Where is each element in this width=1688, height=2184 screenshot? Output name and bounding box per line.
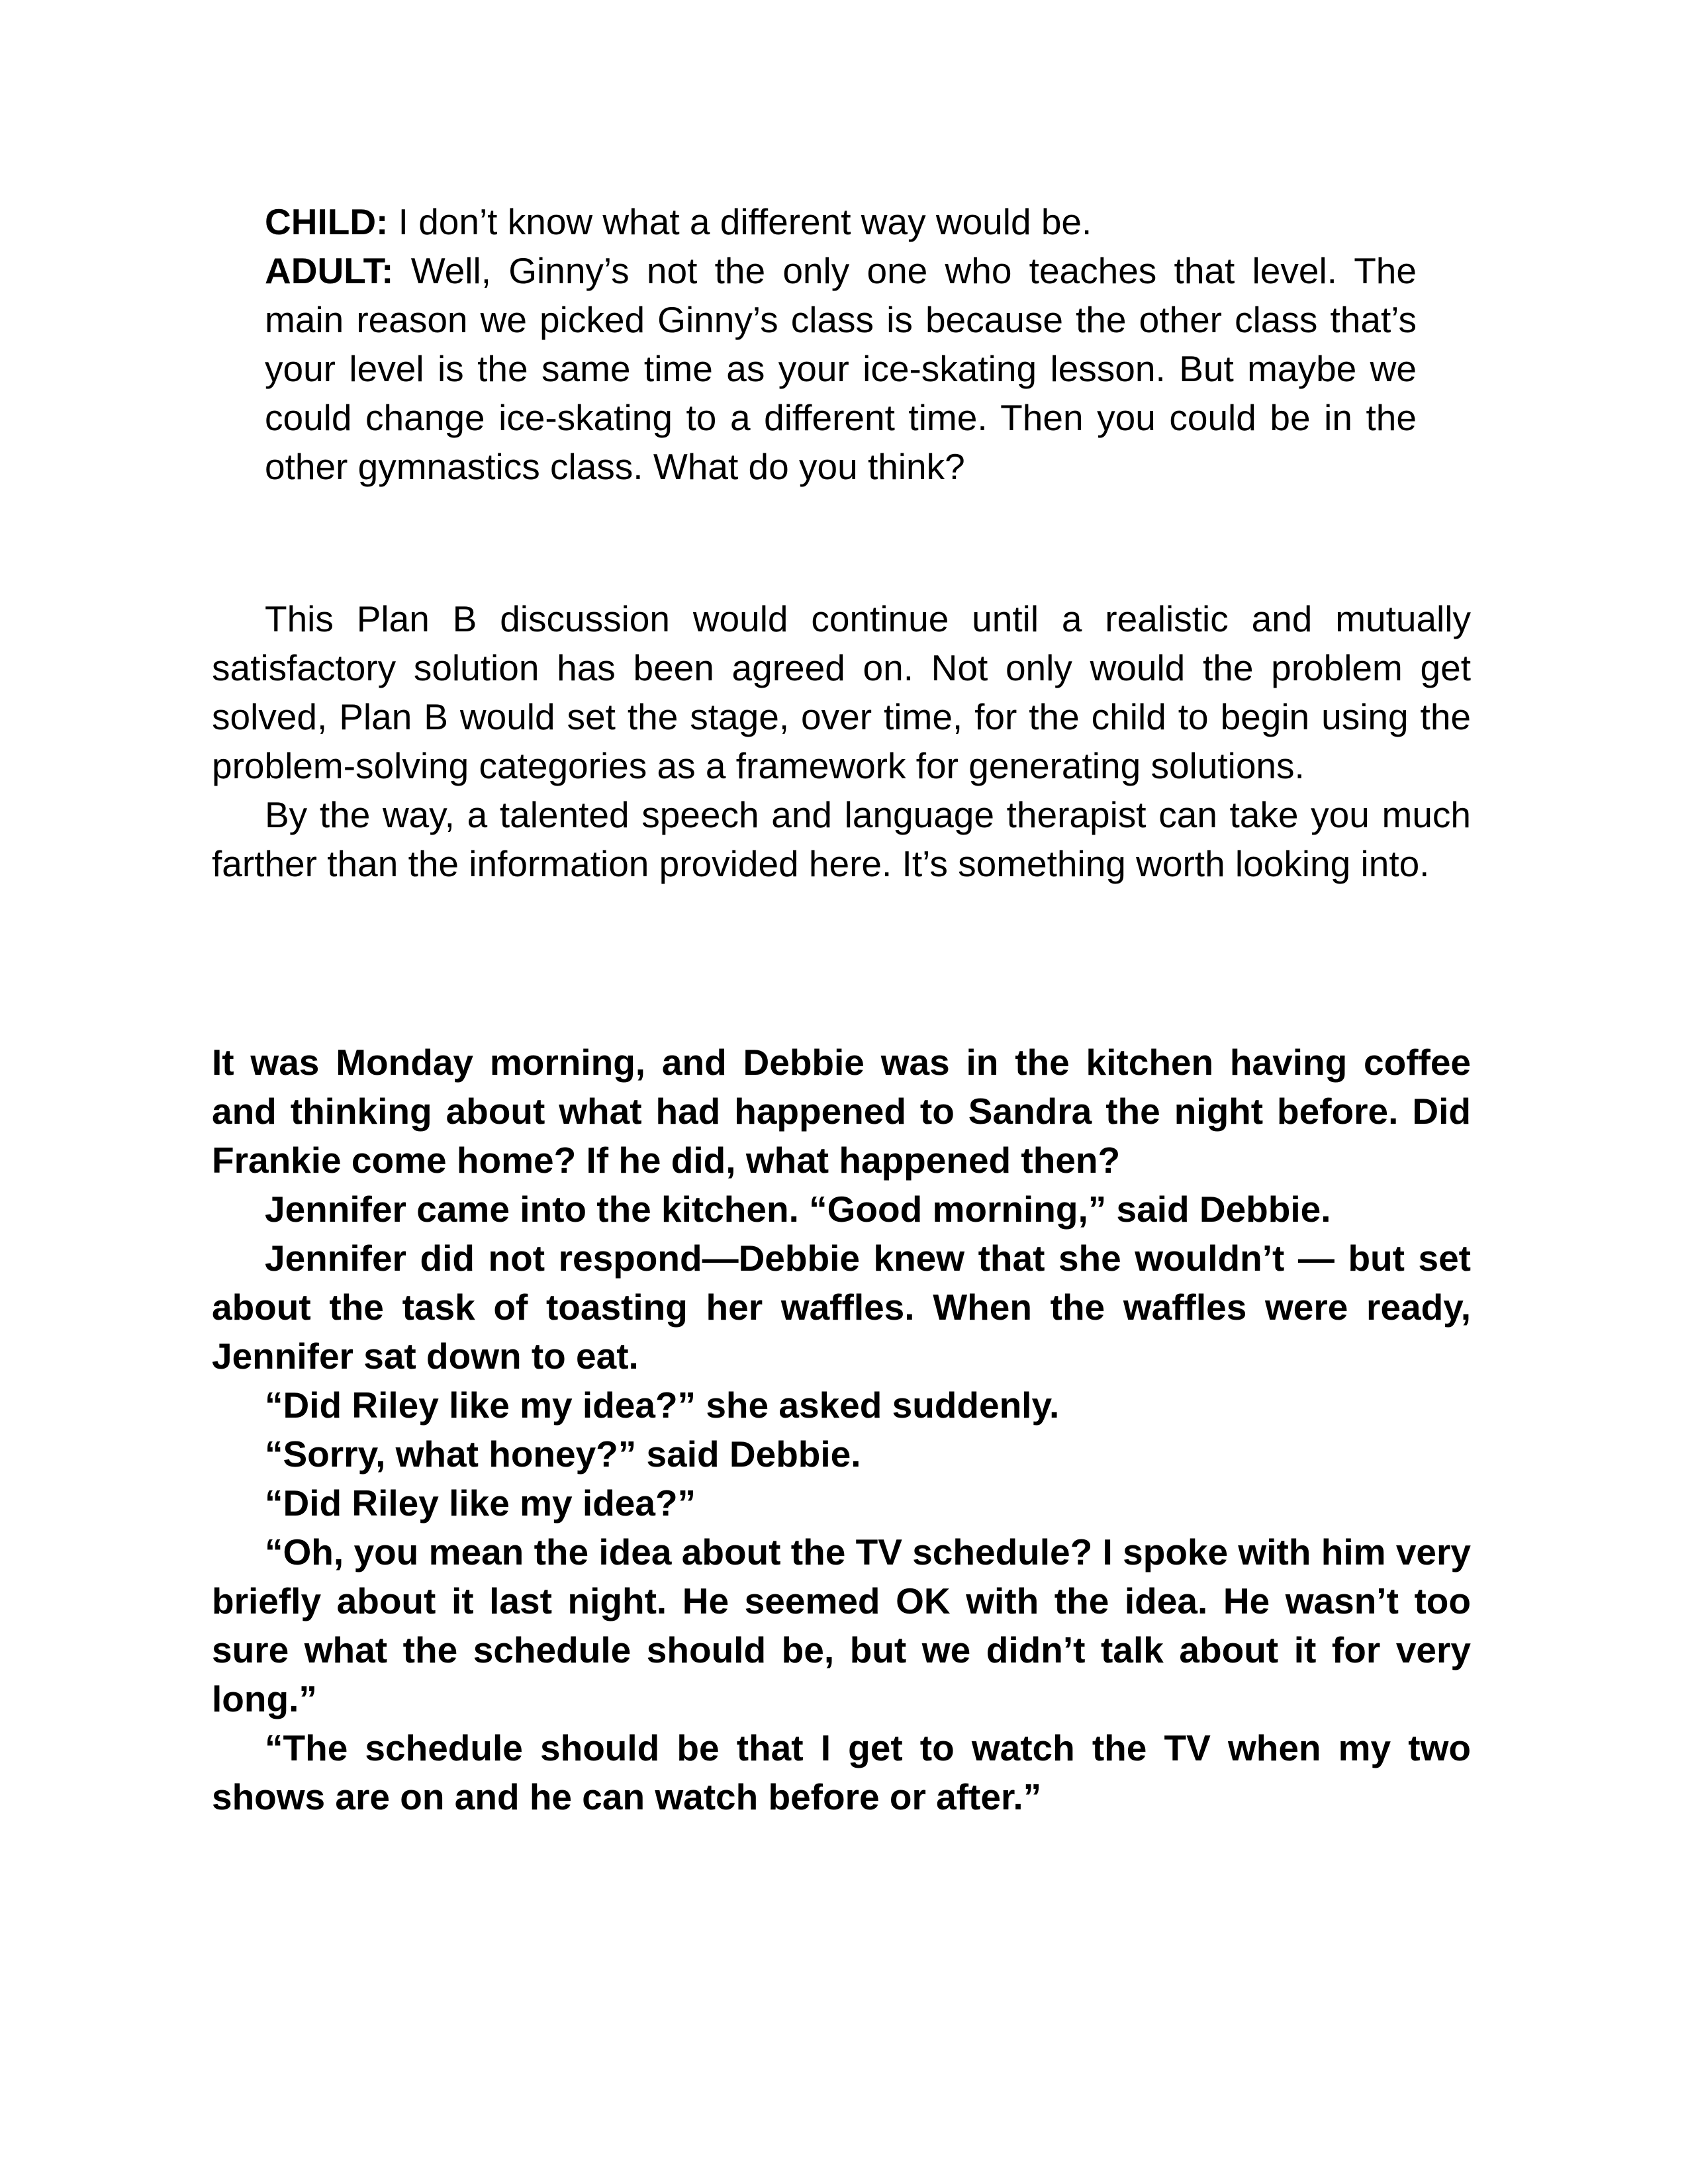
dialogue-line-child xyxy=(265,197,1417,246)
commentary-paragraph: This Plan B discussion would continue until a realistic and mutually satisfactory solution has been agreed on. Not only would the problem get solved, Plan B would set the stage, over time, for the child to begin using the problem-solving categories as a framework for generating solutions. xyxy=(212,598,1471,786)
story-paragraph: “The schedule should be that I get to watch the TV when my two shows are on and he can watch before or after.” xyxy=(212,1727,1471,1817)
story-paragraph: “Sorry, what honey?” said Debbie. xyxy=(265,1433,861,1475)
dialogue-block xyxy=(265,197,1417,491)
dialogue-text: Well, Ginny’s not the only one who teaches that level. The main reason we picked Ginny’s class is because the other class that’s your level is the same time as your ice-skating lesson. But maybe we could change ice-skating to a different time. Then you could be in the other gymnastics class. What do you think? xyxy=(265,250,1417,487)
commentary-paragraph: By the way, a talented speech and language therapist can take you much farther than the information provided here. It’s something worth looking into. xyxy=(212,794,1471,884)
story-block xyxy=(212,1038,1471,1821)
commentary-block xyxy=(212,594,1471,888)
dialogue-text: I don’t know what a different way would be. xyxy=(388,201,1092,242)
story-paragraph: It was Monday morning, and Debbie was in the kitchen having coffee and thinking about what had happened to Sandra the night before. Did Frankie come home? If he did, what happened then? xyxy=(212,1042,1471,1181)
story-paragraph: “Did Riley like my idea?” she asked suddenly. xyxy=(265,1385,1060,1426)
dialogue-line-adult xyxy=(265,246,1417,491)
story-paragraph: Jennifer came into the kitchen. “Good morning,” said Debbie. xyxy=(265,1189,1331,1230)
story-paragraph: Jennifer did not respond—Debbie knew that she wouldn’t — but set about the task of toasting her waffles. When the waffles were ready, Jennifer sat down to eat. xyxy=(212,1238,1471,1377)
story-paragraph: “Did Riley like my idea?” xyxy=(265,1482,696,1524)
speaker-label: ADULT: xyxy=(265,250,394,291)
story-paragraph: “Oh, you mean the idea about the TV schedule? I spoke with him very briefly about it last night. He seemed OK with the idea. He wasn’t too sure what the schedule should be, but we didn’t talk about it for very long.” xyxy=(212,1531,1471,1719)
speaker-label: CHILD: xyxy=(265,201,389,242)
